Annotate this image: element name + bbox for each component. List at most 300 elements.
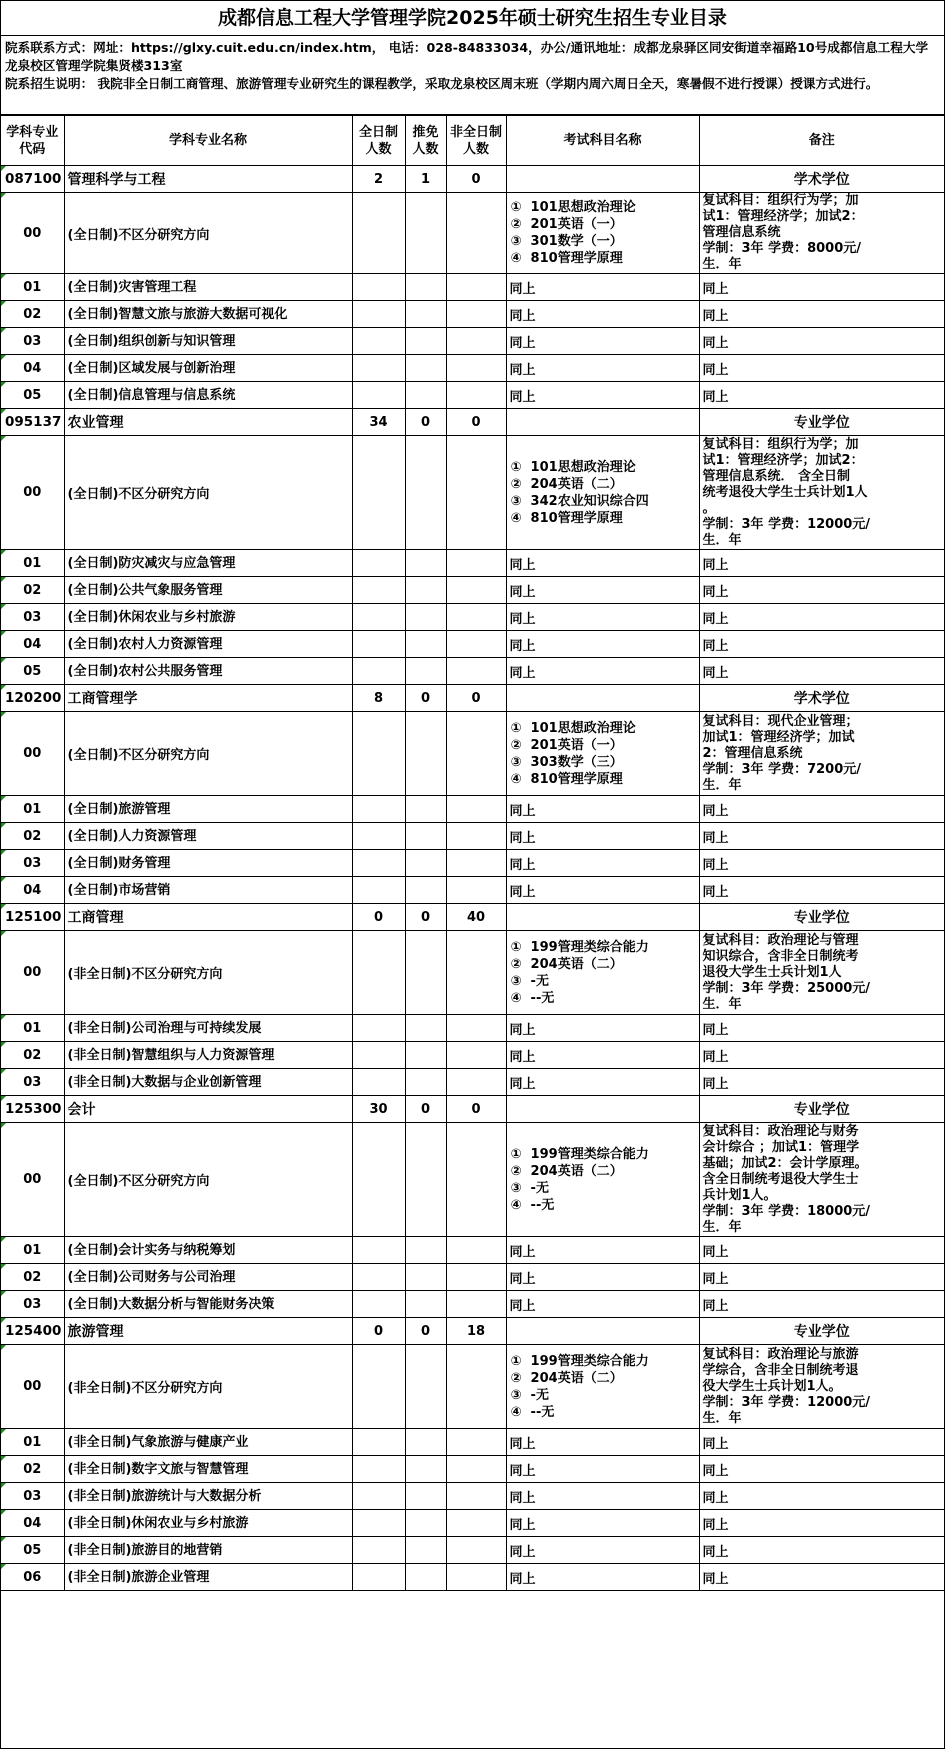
remark-line: 学制：3年 学费：25000元/ bbox=[702, 980, 871, 996]
direction-name: (非全日制)旅游目的地营销 bbox=[64, 1537, 352, 1564]
remark-same: 同上 bbox=[699, 1264, 944, 1291]
direction-name: (全日制)旅游管理 bbox=[64, 796, 352, 823]
remark-same: 同上 bbox=[699, 577, 944, 604]
part-time-count bbox=[446, 1537, 506, 1564]
exam-same: 同上 bbox=[506, 550, 699, 577]
major-code: 125300 bbox=[1, 1096, 64, 1123]
direction-code: 05 bbox=[1, 658, 64, 685]
direction-code: 05 bbox=[1, 1537, 64, 1564]
direction-name: (全日制)不区分研究方向 bbox=[64, 436, 352, 550]
part-time-count: 0 bbox=[446, 1096, 506, 1123]
exam-same: 同上 bbox=[506, 1042, 699, 1069]
remark-line: 管理信息系统． 含全日制 bbox=[702, 468, 851, 484]
exam-subject: ② 204英语（二） bbox=[510, 956, 623, 972]
direction-row bbox=[1, 1069, 944, 1096]
exam-same: 同上 bbox=[506, 577, 699, 604]
direction-row bbox=[1, 1456, 944, 1483]
exam-same: 同上 bbox=[506, 328, 699, 355]
exam-subject: ③ 303数学（三） bbox=[510, 754, 623, 770]
major-code: 095137 bbox=[1, 409, 64, 436]
direction-name: (非全日制)不区分研究方向 bbox=[64, 1345, 352, 1429]
direction-name: (全日制)农村公共服务管理 bbox=[64, 658, 352, 685]
part-time-count bbox=[446, 550, 506, 577]
remark-line: 知识综合，含非全日制统考 bbox=[702, 948, 859, 964]
direction-row bbox=[1, 604, 944, 631]
exam-same: 同上 bbox=[506, 823, 699, 850]
direction-code: 04 bbox=[1, 631, 64, 658]
catalog-table bbox=[1, 115, 944, 1591]
degree-type: 专业学位 bbox=[699, 904, 944, 931]
direction-name: (非全日制)公司治理与可持续发展 bbox=[64, 1015, 352, 1042]
part-time-count bbox=[446, 712, 506, 796]
remark-same: 同上 bbox=[699, 1456, 944, 1483]
direction-code: 04 bbox=[1, 877, 64, 904]
full-time-count bbox=[352, 328, 405, 355]
major-code: 125100 bbox=[1, 904, 64, 931]
exam-same: 同上 bbox=[506, 1537, 699, 1564]
remark-same: 同上 bbox=[699, 1510, 944, 1537]
exam-subject: ④ --无 bbox=[510, 990, 555, 1006]
direction-code: 03 bbox=[1, 1069, 64, 1096]
degree-type: 学术学位 bbox=[699, 685, 944, 712]
major-row bbox=[1, 1318, 944, 1345]
direction-code: 02 bbox=[1, 1042, 64, 1069]
direction-name: (全日制)不区分研究方向 bbox=[64, 1123, 352, 1237]
exam-subject: ④ --无 bbox=[510, 1404, 555, 1420]
exam-same: 同上 bbox=[506, 1564, 699, 1591]
direction-code: 03 bbox=[1, 328, 64, 355]
remark-line: 学制：3年 学费：8000元/ bbox=[702, 241, 862, 256]
part-time-count bbox=[446, 328, 506, 355]
exam-same: 同上 bbox=[506, 850, 699, 877]
remark-line: 试1：管理经济学；加试2： bbox=[702, 209, 864, 224]
exempt-count: 0 bbox=[405, 904, 446, 931]
full-time-count bbox=[352, 1483, 405, 1510]
part-time-count bbox=[446, 382, 506, 409]
exam-subject: ④ --无 bbox=[510, 1197, 555, 1213]
exempt-count bbox=[405, 193, 446, 274]
exempt-count bbox=[405, 1456, 446, 1483]
remark-line: 含全日制统考退役大学生士 bbox=[702, 1171, 859, 1187]
direction-code: 06 bbox=[1, 1564, 64, 1591]
exempt-count bbox=[405, 850, 446, 877]
remarks bbox=[699, 712, 944, 796]
exam-same: 同上 bbox=[506, 631, 699, 658]
major-name: 管理科学与工程 bbox=[64, 166, 352, 193]
degree-type: 专业学位 bbox=[699, 1096, 944, 1123]
exam-same: 同上 bbox=[506, 877, 699, 904]
exempt-count bbox=[405, 1015, 446, 1042]
remark-line: 生．年 bbox=[702, 777, 742, 793]
remark-same: 同上 bbox=[699, 823, 944, 850]
full-time-count bbox=[352, 193, 405, 274]
exam-subject: ② 204英语（二） bbox=[510, 1163, 623, 1179]
remark-line: 管理信息系统 bbox=[702, 225, 781, 240]
remark-line: 基础；加试2：会计学原理。 bbox=[702, 1155, 868, 1171]
full-time-count: 0 bbox=[352, 1318, 405, 1345]
part-time-count bbox=[446, 1069, 506, 1096]
exempt-count bbox=[405, 1510, 446, 1537]
full-time-count: 0 bbox=[352, 904, 405, 931]
remark-same: 同上 bbox=[699, 550, 944, 577]
full-time-count bbox=[352, 1345, 405, 1429]
part-time-count bbox=[446, 1015, 506, 1042]
remark-same: 同上 bbox=[699, 604, 944, 631]
remark-line: 生．年 bbox=[702, 996, 742, 1012]
direction-code: 01 bbox=[1, 796, 64, 823]
remark-same: 同上 bbox=[699, 1042, 944, 1069]
direction-name: (全日制)市场营销 bbox=[64, 877, 352, 904]
direction-name: (全日制)防灾减灾与应急管理 bbox=[64, 550, 352, 577]
major-code: 087100 bbox=[1, 166, 64, 193]
major-name: 会计 bbox=[64, 1096, 352, 1123]
direction-row bbox=[1, 1015, 944, 1042]
full-time-count bbox=[352, 1264, 405, 1291]
direction-code: 00 bbox=[1, 436, 64, 550]
full-time-count bbox=[352, 301, 405, 328]
direction-code: 00 bbox=[1, 1123, 64, 1237]
part-time-count bbox=[446, 1510, 506, 1537]
full-time-count bbox=[352, 1123, 405, 1237]
exam-same: 同上 bbox=[506, 1291, 699, 1318]
exam-subjects bbox=[506, 1345, 699, 1429]
exam-same: 同上 bbox=[506, 301, 699, 328]
direction-row bbox=[1, 658, 944, 685]
direction-code: 03 bbox=[1, 850, 64, 877]
remark-same: 同上 bbox=[699, 328, 944, 355]
direction-row bbox=[1, 1429, 944, 1456]
remarks bbox=[699, 193, 944, 274]
remark-line: 复试科目：政治理论与旅游 bbox=[702, 1346, 859, 1362]
header-exempt: 推免人数 bbox=[405, 116, 446, 166]
exempt-count bbox=[405, 823, 446, 850]
full-time-count bbox=[352, 631, 405, 658]
major-name: 工商管理学 bbox=[64, 685, 352, 712]
exam-subject: ① 101思想政治理论 bbox=[510, 720, 636, 736]
remark-line: 生．年 bbox=[702, 257, 742, 272]
exempt-count bbox=[405, 631, 446, 658]
major-name: 旅游管理 bbox=[64, 1318, 352, 1345]
exempt-count: 0 bbox=[405, 1318, 446, 1345]
exam-same: 同上 bbox=[506, 355, 699, 382]
direction-name: (全日制)农村人力资源管理 bbox=[64, 631, 352, 658]
full-time-count bbox=[352, 382, 405, 409]
full-time-count bbox=[352, 1042, 405, 1069]
full-time-count bbox=[352, 436, 405, 550]
remark-line: 复试科目：组织行为学；加 bbox=[702, 193, 859, 208]
part-time-count bbox=[446, 604, 506, 631]
exempt-count bbox=[405, 355, 446, 382]
remark-line: 复试科目：现代企业管理； bbox=[702, 713, 859, 729]
exempt-count bbox=[405, 550, 446, 577]
direction-row bbox=[1, 1483, 944, 1510]
remark-line: 会计综合 ；加试1：管理学 bbox=[702, 1139, 860, 1155]
remark-line: 学制：3年 学费：18000元/ bbox=[702, 1203, 871, 1219]
exam-subject: ② 201英语（一） bbox=[510, 737, 623, 753]
part-time-count bbox=[446, 1564, 506, 1591]
exempt-count bbox=[405, 1483, 446, 1510]
full-time-count: 34 bbox=[352, 409, 405, 436]
remarks bbox=[699, 1345, 944, 1429]
exam-empty bbox=[506, 685, 699, 712]
full-time-count bbox=[352, 604, 405, 631]
part-time-count bbox=[446, 1291, 506, 1318]
contact-info: 院系联系方式：网址：https://glxy.cuit.edu.cn/index.htm， 电话：028-84833034，办公/通讯地址：成都龙泉驿区同安街道幸福路10号成都信息工程大学龙泉校区管理学院集贤楼313室 bbox=[5, 40, 929, 73]
direction-code: 04 bbox=[1, 1510, 64, 1537]
direction-row bbox=[1, 1291, 944, 1318]
exam-same: 同上 bbox=[506, 658, 699, 685]
direction-code: 01 bbox=[1, 1237, 64, 1264]
exam-same: 同上 bbox=[506, 382, 699, 409]
direction-name: (全日制)不区分研究方向 bbox=[64, 712, 352, 796]
part-time-count: 0 bbox=[446, 409, 506, 436]
remarks bbox=[699, 931, 944, 1015]
remark-line: 学制：3年 学费：12000元/ bbox=[702, 1394, 871, 1410]
exempt-count bbox=[405, 1564, 446, 1591]
part-time-count bbox=[446, 823, 506, 850]
direction-row bbox=[1, 1345, 944, 1429]
direction-row bbox=[1, 712, 944, 796]
part-time-count bbox=[446, 931, 506, 1015]
major-code: 120200 bbox=[1, 685, 64, 712]
full-time-count bbox=[352, 850, 405, 877]
full-time-count bbox=[352, 355, 405, 382]
exam-same: 同上 bbox=[506, 796, 699, 823]
direction-name: (非全日制)大数据与企业创新管理 bbox=[64, 1069, 352, 1096]
part-time-count bbox=[446, 1429, 506, 1456]
remark-same: 同上 bbox=[699, 274, 944, 301]
direction-row bbox=[1, 577, 944, 604]
remark-line: 统考退役大学生士兵计划1人 bbox=[702, 484, 868, 500]
remark-same: 同上 bbox=[699, 631, 944, 658]
part-time-count: 40 bbox=[446, 904, 506, 931]
major-code: 125400 bbox=[1, 1318, 64, 1345]
exam-subjects bbox=[506, 436, 699, 550]
exam-same: 同上 bbox=[506, 1456, 699, 1483]
remark-same: 同上 bbox=[699, 1291, 944, 1318]
exam-subject: ① 101思想政治理论 bbox=[510, 200, 636, 215]
exam-subjects bbox=[506, 712, 699, 796]
exempt-count bbox=[405, 382, 446, 409]
part-time-count bbox=[446, 1483, 506, 1510]
direction-code: 00 bbox=[1, 931, 64, 1015]
part-time-count bbox=[446, 631, 506, 658]
part-time-count bbox=[446, 1042, 506, 1069]
remark-same: 同上 bbox=[699, 796, 944, 823]
part-time-count: 18 bbox=[446, 1318, 506, 1345]
exempt-count bbox=[405, 658, 446, 685]
direction-name: (非全日制)休闲农业与乡村旅游 bbox=[64, 1510, 352, 1537]
header-row bbox=[1, 116, 944, 166]
major-row bbox=[1, 409, 944, 436]
direction-code: 01 bbox=[1, 1429, 64, 1456]
exam-subject: ① 101思想政治理论 bbox=[510, 459, 636, 475]
full-time-count bbox=[352, 577, 405, 604]
full-time-count bbox=[352, 712, 405, 796]
direction-row bbox=[1, 436, 944, 550]
remark-line: 学制：3年 学费：12000元/ bbox=[702, 516, 871, 532]
full-time-count bbox=[352, 1564, 405, 1591]
exam-subject: ③ -无 bbox=[510, 1180, 549, 1196]
part-time-count bbox=[446, 436, 506, 550]
exam-subject: ③ 342农业知识综合四 bbox=[510, 493, 649, 509]
part-time-count bbox=[446, 850, 506, 877]
part-time-count: 0 bbox=[446, 166, 506, 193]
part-time-count bbox=[446, 1456, 506, 1483]
direction-row bbox=[1, 274, 944, 301]
remark-line: 试1：管理经济学；加试2： bbox=[702, 452, 864, 468]
exempt-count bbox=[405, 1042, 446, 1069]
part-time-count: 0 bbox=[446, 685, 506, 712]
admission-note: 院系招生说明： 我院非全日制工商管理、旅游管理专业研究生的课程教学，采取龙泉校区周末班（学期内周六周日全天，寒暑假不进行授课）授课方式进行。 bbox=[5, 76, 879, 91]
exam-same: 同上 bbox=[506, 1015, 699, 1042]
direction-name: (全日制)公共气象服务管理 bbox=[64, 577, 352, 604]
full-time-count bbox=[352, 1510, 405, 1537]
direction-code: 02 bbox=[1, 301, 64, 328]
remark-line: 兵计划1人。 bbox=[702, 1187, 777, 1203]
direction-name: (全日制)灾害管理工程 bbox=[64, 274, 352, 301]
remark-line: 生．年 bbox=[702, 1410, 742, 1426]
full-time-count bbox=[352, 877, 405, 904]
exempt-count bbox=[405, 301, 446, 328]
exempt-count bbox=[405, 577, 446, 604]
exam-subject: ② 204英语（二） bbox=[510, 476, 623, 492]
full-time-count bbox=[352, 823, 405, 850]
part-time-count bbox=[446, 1264, 506, 1291]
direction-row bbox=[1, 355, 944, 382]
exam-subject: ④ 810管理学原理 bbox=[510, 251, 623, 266]
header-code: 学科专业代码 bbox=[1, 116, 64, 166]
remark-same: 同上 bbox=[699, 658, 944, 685]
direction-code: 03 bbox=[1, 1291, 64, 1318]
remark-line: 退役大学生士兵计划1人 bbox=[702, 964, 842, 980]
full-time-count bbox=[352, 1069, 405, 1096]
exempt-count bbox=[405, 1123, 446, 1237]
part-time-count bbox=[446, 193, 506, 274]
exempt-count bbox=[405, 1429, 446, 1456]
full-time-count bbox=[352, 1429, 405, 1456]
direction-code: 03 bbox=[1, 1483, 64, 1510]
part-time-count bbox=[446, 796, 506, 823]
remark-line: 生．年 bbox=[702, 532, 742, 548]
exam-same: 同上 bbox=[506, 1237, 699, 1264]
exempt-count bbox=[405, 274, 446, 301]
direction-row bbox=[1, 1564, 944, 1591]
degree-type: 专业学位 bbox=[699, 1318, 944, 1345]
remark-line: 复试科目：政治理论与管理 bbox=[702, 932, 859, 948]
exempt-count bbox=[405, 712, 446, 796]
info-block bbox=[1, 36, 944, 115]
direction-name: (非全日制)旅游统计与大数据分析 bbox=[64, 1483, 352, 1510]
major-row bbox=[1, 904, 944, 931]
direction-name: (全日制)会计实务与纳税筹划 bbox=[64, 1237, 352, 1264]
direction-row bbox=[1, 1264, 944, 1291]
full-time-count: 30 bbox=[352, 1096, 405, 1123]
full-time-count bbox=[352, 1291, 405, 1318]
remark-line: 生．年 bbox=[702, 1219, 742, 1235]
direction-code: 02 bbox=[1, 1264, 64, 1291]
exam-subject: ④ 810管理学原理 bbox=[510, 510, 623, 526]
direction-code: 00 bbox=[1, 712, 64, 796]
exam-empty bbox=[506, 1318, 699, 1345]
exam-same: 同上 bbox=[506, 1069, 699, 1096]
direction-row bbox=[1, 877, 944, 904]
direction-name: (非全日制)智慧组织与人力资源管理 bbox=[64, 1042, 352, 1069]
degree-type: 专业学位 bbox=[699, 409, 944, 436]
exam-same: 同上 bbox=[506, 1264, 699, 1291]
exempt-count bbox=[405, 1291, 446, 1318]
exam-same: 同上 bbox=[506, 1483, 699, 1510]
remark-same: 同上 bbox=[699, 877, 944, 904]
direction-row bbox=[1, 1510, 944, 1537]
part-time-count bbox=[446, 355, 506, 382]
part-time-count bbox=[446, 877, 506, 904]
full-time-count bbox=[352, 1237, 405, 1264]
remark-same: 同上 bbox=[699, 1069, 944, 1096]
remark-line: 复试科目：组织行为学；加 bbox=[702, 436, 859, 452]
full-time-count: 8 bbox=[352, 685, 405, 712]
remark-line: 。 bbox=[702, 500, 716, 516]
direction-name: (全日制)不区分研究方向 bbox=[64, 193, 352, 274]
full-time-count bbox=[352, 1537, 405, 1564]
exam-empty bbox=[506, 904, 699, 931]
direction-row bbox=[1, 1123, 944, 1237]
exam-subject: ③ -无 bbox=[510, 973, 549, 989]
remark-same: 同上 bbox=[699, 1237, 944, 1264]
direction-code: 02 bbox=[1, 823, 64, 850]
direction-name: (非全日制)不区分研究方向 bbox=[64, 931, 352, 1015]
direction-name: (全日制)财务管理 bbox=[64, 850, 352, 877]
direction-code: 03 bbox=[1, 604, 64, 631]
exam-subjects bbox=[506, 931, 699, 1015]
direction-name: (全日制)区域发展与创新治理 bbox=[64, 355, 352, 382]
exempt-count bbox=[405, 1345, 446, 1429]
direction-code: 00 bbox=[1, 193, 64, 274]
exam-subject: ③ -无 bbox=[510, 1387, 549, 1403]
exam-subject: ① 199管理类综合能力 bbox=[510, 1146, 649, 1162]
header-exam: 考试科目名称 bbox=[506, 116, 699, 166]
major-row bbox=[1, 1096, 944, 1123]
exam-same: 同上 bbox=[506, 274, 699, 301]
exam-empty bbox=[506, 1096, 699, 1123]
part-time-count bbox=[446, 274, 506, 301]
remark-same: 同上 bbox=[699, 1015, 944, 1042]
remark-line: 学制：3年 学费：7200元/ bbox=[702, 761, 862, 777]
direction-row bbox=[1, 193, 944, 274]
direction-row bbox=[1, 850, 944, 877]
direction-name: (全日制)人力资源管理 bbox=[64, 823, 352, 850]
direction-name: (全日制)休闲农业与乡村旅游 bbox=[64, 604, 352, 631]
remark-same: 同上 bbox=[699, 1537, 944, 1564]
exempt-count: 0 bbox=[405, 1096, 446, 1123]
full-time-count bbox=[352, 1015, 405, 1042]
exam-subject: ① 199管理类综合能力 bbox=[510, 1353, 649, 1369]
header-name: 学科专业名称 bbox=[64, 116, 352, 166]
exempt-count bbox=[405, 436, 446, 550]
remarks bbox=[699, 1123, 944, 1237]
remark-same: 同上 bbox=[699, 850, 944, 877]
direction-code: 01 bbox=[1, 550, 64, 577]
degree-type: 学术学位 bbox=[699, 166, 944, 193]
remark-line: 复试科目：政治理论与财务 bbox=[702, 1123, 859, 1139]
remark-line: 役大学生士兵计划1人。 bbox=[702, 1378, 842, 1394]
part-time-count bbox=[446, 1123, 506, 1237]
full-time-count bbox=[352, 550, 405, 577]
direction-code: 02 bbox=[1, 1456, 64, 1483]
exam-subject: ② 201英语（一） bbox=[510, 217, 623, 232]
direction-row bbox=[1, 631, 944, 658]
catalog-body bbox=[1, 166, 944, 1591]
